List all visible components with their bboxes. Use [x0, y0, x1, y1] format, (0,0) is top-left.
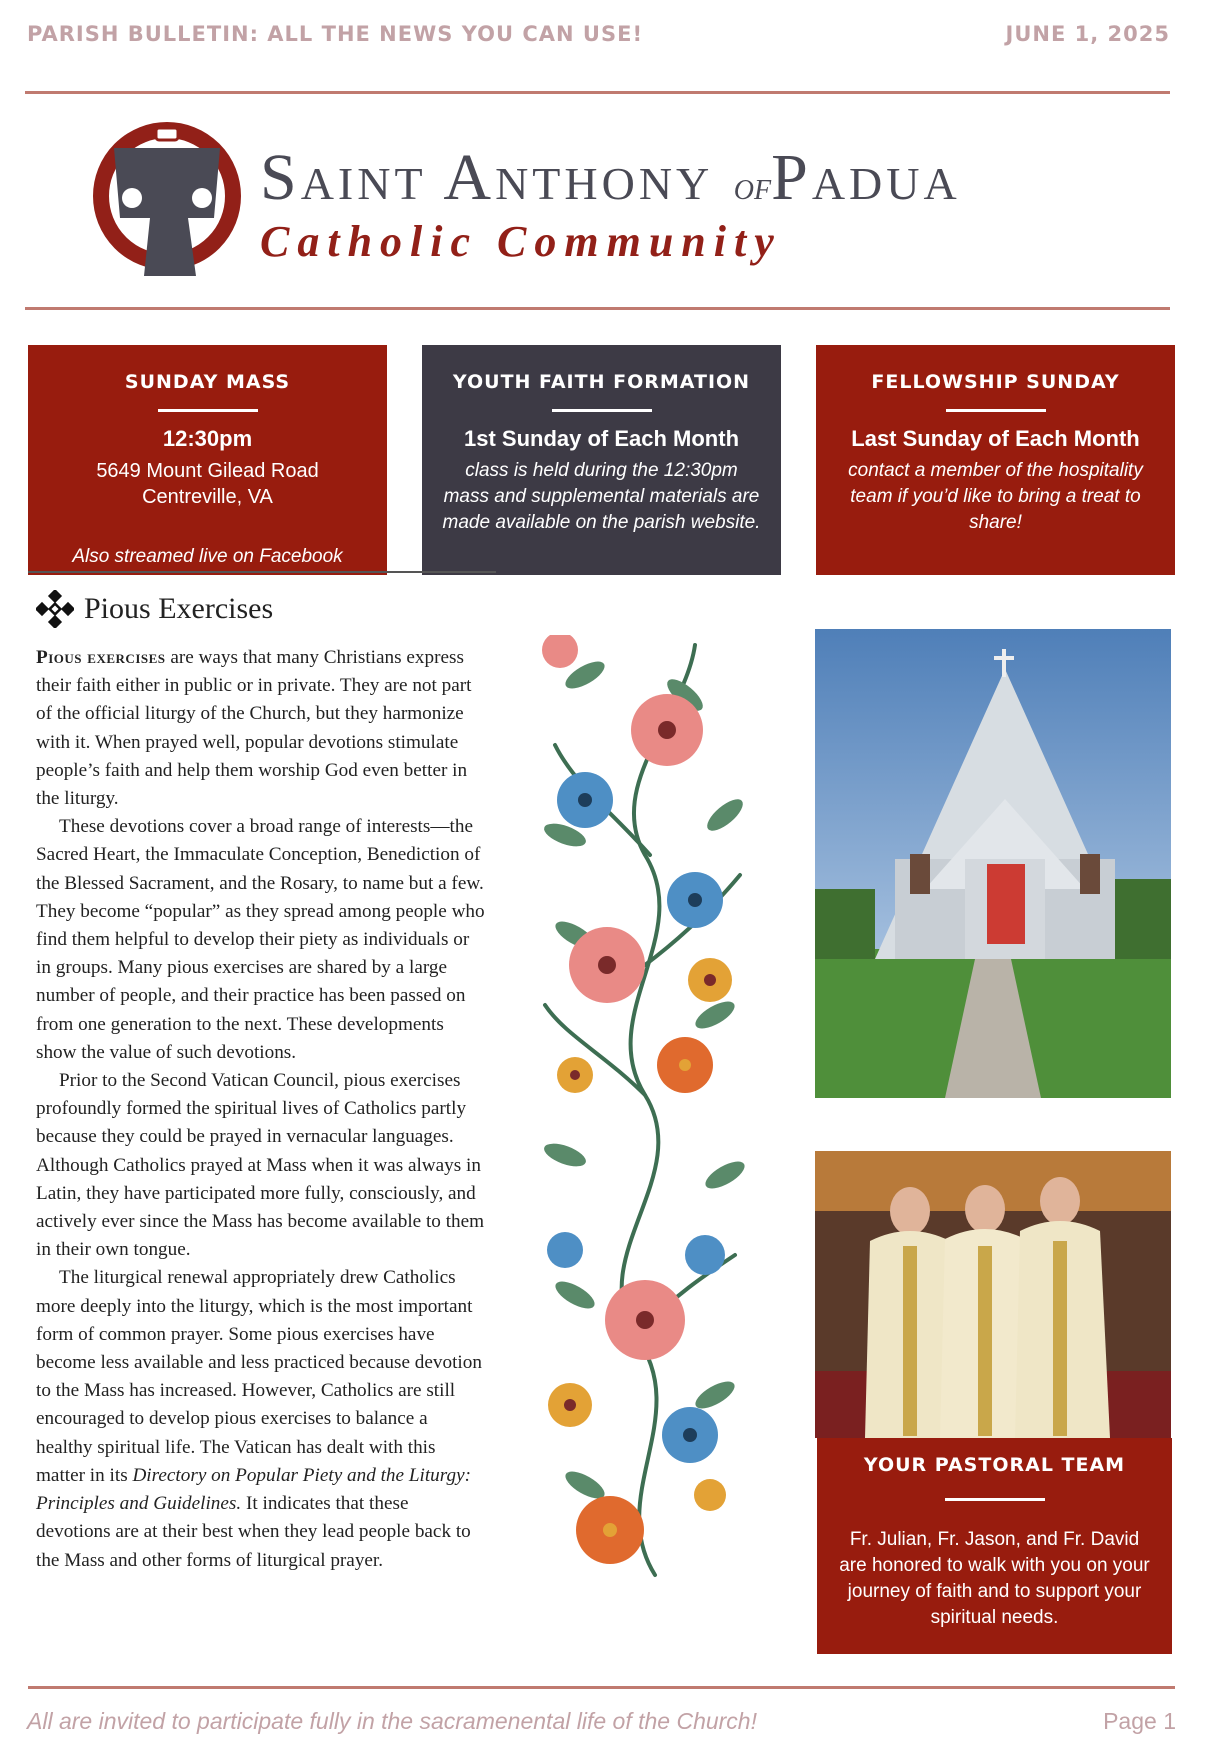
- fellowship-schedule: Last Sunday of Each Month: [851, 426, 1140, 451]
- article-paragraph: Prior to the Second Vatican Council, pious exercises profoundly formed the spiritual lives of Catholics partly because they could be prayed in vernacular languages. Although Catholics prayed at Mass when it was always in Latin, they have participated more fully, consciously, and actively ever since the Mass has become available to them in their own tongue.: [36, 1070, 485, 1261]
- card-divider: [158, 409, 258, 412]
- sunday-mass-card: [28, 345, 387, 575]
- youth-formation-card: [422, 345, 781, 575]
- card-title: FELLOWSHIP SUNDAY: [871, 371, 1120, 393]
- mass-stream-note: Also streamed live on Facebook: [72, 546, 343, 567]
- mass-address-line1: 5649 Mount Gilead Road: [96, 460, 319, 482]
- pious-exercises-article: [36, 590, 486, 1575]
- article-title: Pious Exercises: [84, 592, 274, 625]
- card-divider: [552, 409, 652, 412]
- top-divider: [25, 91, 1170, 94]
- card-title: YOUTH FAITH FORMATION: [452, 371, 751, 393]
- fellowship-card: [816, 345, 1175, 575]
- fellowship-detail: contact a member of the hospitality team if you’d like to bring a treat to share!: [848, 460, 1143, 533]
- header-bar: [27, 22, 1170, 46]
- parish-subtitle: Catholic Community: [260, 217, 782, 266]
- card-title: SUNDAY MASS: [124, 371, 291, 393]
- page-number: Page 1: [1103, 1708, 1176, 1734]
- pastoral-team-card: [817, 1438, 1172, 1654]
- card-bottom-divider: [28, 571, 496, 573]
- mass-address-line2: Centreville, VA: [142, 486, 273, 508]
- youth-schedule: 1st Sunday of Each Month: [463, 426, 740, 451]
- article-body: Pious exercises are ways that many Christians express their faith either in public or in private. They are not part of the official liturgy of the Church, but they harmonize with it. When prayed well, popular devotions stimulate people’s faith and help them worship God even better in the liturgy. These devotions cover a broad range of interests—the Sacred Heart, the Immaculate Conception, Benediction of the Blessed Sacrament, and the Rosary, to name but a few. They become “popular” as they spread among people who find them helpful to develop their piety as individuals or in groups. Many pious exercises are shared by a large number of people, and their practice has been passed on from one generation to the next. These developments show the value of such devotions. Prior to the Second Vatican Council, pious exercises profoundly formed the spiritual lives of Catholics partly because they could be prayed in vernacular languages. Although Catholics prayed at Mass when it was always in Latin, they have participated more fully, consciously, and actively ever since the Mass has become available to them in their own tongue. The liturgical renewal appropriately drew Catholics more deeply into the liturgy, which is the most important form of common prayer. Some pious exercises have become less available and less practiced because devotion to the Mass has increased. However, Catholics are still encouraged to develop pious exercises to balance a healthy spiritual life. The Vatican has dealt with this matter in its Directory on Popular Piety and the Liturgy: Principles and Guidelines. It indicates that these devotions are at their best when they lead people back to the Mass and other forms of liturgical prayer.: [36, 644, 486, 1575]
- bulletin-tagline: PARISH BULLETIN: ALL THE NEWS YOU CAN USE!: [27, 22, 644, 46]
- footer-motto: All are invited to participate fully in the sacramenental life of the Church!: [27, 1708, 757, 1734]
- bulletin-date: JUNE 1, 2025: [1005, 22, 1170, 46]
- church-photo: [815, 629, 1171, 1098]
- pastoral-team-photo: [815, 1151, 1171, 1438]
- team-text: Fr. Julian, Fr. Jason, and Fr. David are honored to walk with you on your journey of faith and to support your spiritual needs.: [839, 1529, 1150, 1628]
- youth-detail: class is held during the 12:30pm mass and supplemental materials are made available on the parish website.: [442, 460, 761, 533]
- floral-illustration: [525, 635, 775, 1595]
- parish-name: Saint Anthony ofPadua: [260, 141, 961, 214]
- article-lead: Pious exercises: [36, 647, 166, 668]
- masthead-divider: [25, 307, 1170, 310]
- article-paragraph: The liturgical renewal appropriately drew Catholics more deeply into the liturgy, which is the most important form of common prayer. Some pious exercises have become less available and less practiced because devotion to the Mass has increased. However, Catholics are still encouraged to develop pious exercises to balance a healthy spiritual life. The Vatican has dealt with this matter in its Directory on Popular Piety and the Liturgy: Principles and Guidelines. It indicates that these devotions are at their best when they lead people back to the Mass and other forms of liturgical prayer.: [36, 1267, 482, 1571]
- mass-time: 12:30pm: [162, 426, 253, 451]
- card-title: YOUR PASTORAL TEAM: [863, 1454, 1126, 1476]
- card-divider: [946, 409, 1046, 412]
- ornament-icon: [36, 590, 74, 628]
- article-paragraph: These devotions cover a broad range of interests—the Sacred Heart, the Immaculate Conception, Benediction of the Blessed Sacrament, and the Rosary, to name but a few. They become “popular” as they spread among people who find them helpful to develop their piety as individuals or in groups. Many pious exercises are shared by a large number of people, and their practice has been passed on from one generation to the next. These developments show the value of such devotions.: [36, 816, 485, 1063]
- footer-divider: [28, 1686, 1175, 1689]
- parish-logo-icon: [92, 118, 242, 280]
- masthead: [92, 118, 1122, 280]
- card-divider: [945, 1498, 1045, 1501]
- footer: [27, 1708, 1176, 1735]
